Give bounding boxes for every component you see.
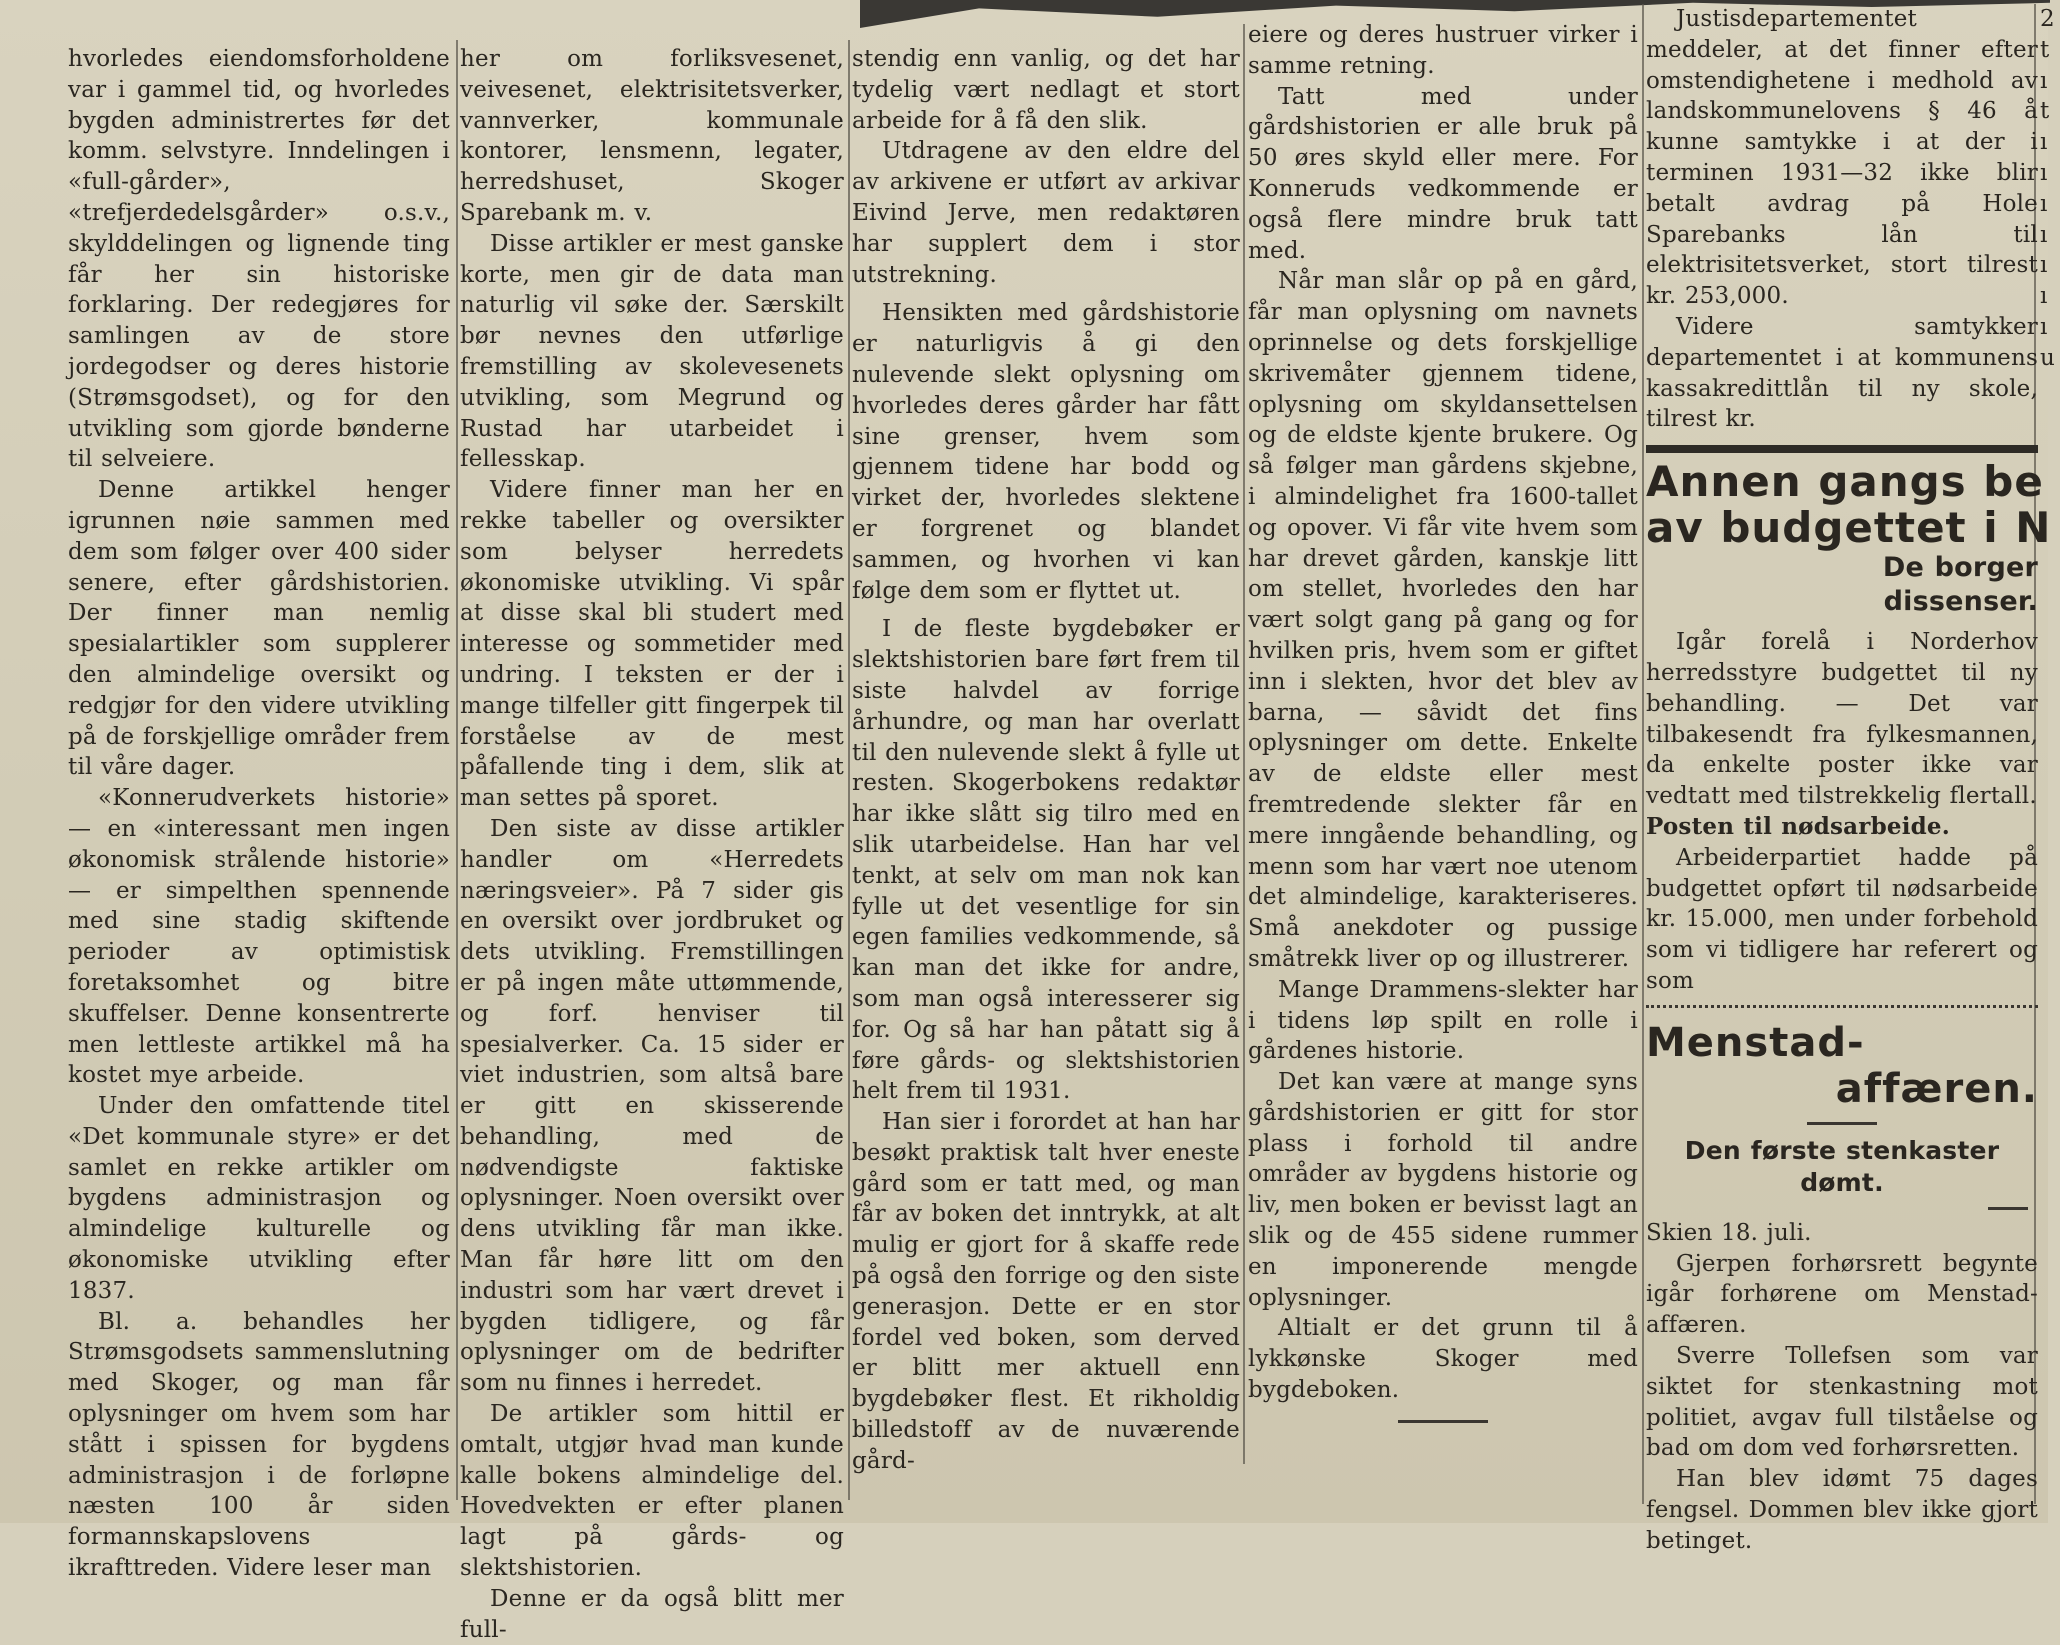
- column-5: [1646, 4, 2052, 1556]
- edge-glyph: t: [2040, 36, 2050, 63]
- headline-line: Annen gangs be: [1646, 457, 2044, 507]
- section-rule: [1646, 1005, 2038, 1012]
- paragraph: Denne artikkel henger igrunnen nøie sammen med dem som følger over 400 sider senere, efter gårdshistorien. Der finner man nemlig spesialartikler som supplerer den almindelige oversikt og redgjør for den videre utvikling på de forskjellige områder frem til våre dager.: [68, 477, 450, 781]
- paragraph: Videre samtykker departementet i at kommunens kassakredittlån til ny skole, tilrest kr.: [1646, 313, 2038, 433]
- column-rule: [1642, 4, 1644, 1504]
- edge-glyph: t: [2040, 98, 2050, 125]
- end-rule: [1398, 1420, 1488, 1423]
- edge-glyph: ı: [2040, 252, 2048, 279]
- paragraph: Under den omfattende titel «Det kommunale styre» er det samlet en rekke artikler om bygdens administrasjon og almindelige kulturelle og økonomiske utvikling efter 1837.: [68, 1093, 450, 1304]
- paragraph: eiere og deres hustruer virker i samme retning.: [1248, 22, 1638, 79]
- paragraph: Han blev idømt 75 dages fengsel. Dommen blev ikke gjort betinget.: [1646, 1466, 2038, 1554]
- short-rule: [1807, 1122, 1877, 1125]
- paragraph: Hensikten med gårdshistorie er naturligvis å gi den nulevende slekt oplysning om hvorledes deres gårder har fått sine grenser, hvem som gjennem tidene har bodd og virket der, hvorledes slektene er forgrenet og blandet sammen, og hvorhen vi kan følge dem som er flyttet ut.: [852, 300, 1240, 604]
- paragraph: Arbeiderpartiet hadde på budgettet opført til nødsarbeide kr. 15.000, men under forbehold som vi tidligere har referert og som: [1646, 844, 2038, 994]
- paragraph: Sverre Tollefsen som var siktet for stenkastning mot politiet, avgav full tilståelse og bad om dom ved forhørsretten.: [1646, 1342, 2038, 1462]
- section-title: Posten til nødsarbeide.: [1646, 812, 1950, 840]
- column-6-cutoff: [2040, 4, 2060, 374]
- column-rule: [1243, 24, 1245, 1464]
- edge-glyph: ı: [2040, 159, 2048, 186]
- paragraph: Denne er da også blitt mer full-: [460, 1585, 844, 1643]
- paragraph: hvorledes eiendomsforholdene var i gammel tid, og hvorledes bygden administrertes før det komm. selvstyre. Inndelingen i «full-gårder», «trefjerdedelsgårder» o.s.v., skylddelingen og lignende ting får her sin historiske forklaring. Der redegjøres for samlingen av de store jordegodser og deres historie (Strømsgodset), og for den utvikling som gjorde bønderne til selveiere.: [68, 46, 450, 473]
- edge-glyph: ı: [2040, 221, 2048, 248]
- subheadline-line: De borger: [1882, 552, 2038, 584]
- paragraph: her om forliksvesenet, veivesenet, elektrisitetsverker, vannverker, kommunale kontorer, lensmenn, legater, herredshuset, Skoger Sparebank m. v.: [460, 46, 844, 226]
- edge-glyph: 2: [2040, 6, 2055, 32]
- paragraph: Videre finner man her en rekke tabeller og oversikter som belyser herredets økonomiske utvikling. Vi spår at disse skal bli studert med interesse og sommetider med undring. I teksten er der i mange tilfeller gitt fingerpek til forståelse av de mest påfallende ting i dem, slik at man settes på sporet.: [460, 477, 844, 812]
- paragraph: Altialt er det grunn til å lykkønske Skoger med bygdeboken.: [1248, 1315, 1638, 1404]
- paragraph: Tatt med under gårdshistorien er alle bruk på 50 øres skyld eller mere. For Konneruds vedkommende er også flere mindre bruk tatt med.: [1248, 83, 1638, 264]
- column-3: [852, 44, 1240, 1477]
- paragraph: Den siste av disse artikler handler om «Herredets næringsveier». På 7 sider gis en oversikt over jordbruket og dets utvikling. Fremstillingen er på ingen måte uttømmende, og forf. henviser til spesialverker. Ca. 15 sider er viet industrien, som altså bare er gitt en skisserende behandling, med de nødvendigste faktiske oplysninger. Noen oversikt over dens utvikling får man ikke. Man får høre litt om den industri som har vært drevet i bygden tidligere, og får oplysninger om de bedrifter som nu finnes i herredet.: [460, 815, 844, 1397]
- paragraph: Det kan være at mange syns gårdshistorien er gitt for stor plass i forhold til andre områder av bygdens historie og liv, men boken er bevisst lagt an slik og de 455 sidene rummer en imponerende mengde oplysninger.: [1248, 1069, 1638, 1311]
- paragraph: «Konnerudverkets historie» — en «interessant men ingen økonomisk strålende historie» — er simpelthen spennende med sine stadig skiftende perioder av optimistisk foretaksomhet og bitre skuffelser. Denne konsentrerte men lettleste artikkel må ha kostet mye arbeide.: [68, 785, 450, 1089]
- subheadline-line: dissenser.: [1883, 586, 2038, 618]
- column-2: [460, 44, 844, 1645]
- column-rule: [456, 40, 458, 1500]
- edge-glyph: ı: [2040, 313, 2048, 340]
- paragraph: Når man slår op på en gård, får man oplysning om navnets oprinnelse og dets forskjellige skrivemåter gjennem tidene, oplysning om skyldansettelsen og de eldste kjente brukere. Og så følger man gårdens skjebne, i almindelighet fra 1600-tallet og opover. Vi får vite hvem som har drevet gården, kanskje litt om stellet, hvorledes den har vært solgt gang på gang og for hvilken pris, hvem som er giftet inn i slekten, hvor det blev av barna, — såvidt det fins oplysninger om dette. Enkelte av de eldste eller mest fremtredende slekter får en mere inngående behandling, og menn som har vært noe utenom det almindelige, karakteriseres. Små anekdoter og pussige småtrekk liver op og illustrerer.: [1248, 268, 1638, 972]
- paragraph: Justisdepartementet meddeler, at det finner efter omstendighetene i medhold av landskommunelovens § 46 å kunne samtykke i at der i terminen 1931—32 ikke blir betalt avdrag på Hole Sparebanks lån til elektrisitetsverket, stort tilrest kr. 253,000.: [1646, 6, 2038, 310]
- edge-glyph: ı: [2040, 190, 2048, 217]
- paragraph: stendig enn vanlig, og det har tydelig vært nedlagt et stort arbeide for å få den slik.: [852, 46, 1240, 134]
- headline-line: av budgettet i N: [1646, 503, 2052, 553]
- paragraph: Igår forelå i Norderhov herredsstyre budgettet til ny behandling. — Det var tilbakesendt fra fylkesmannen, da enkelte poster ikke var vedtatt med tilstrekkelig flertall.: [1646, 629, 2038, 810]
- dateline: Skien 18. juli.: [1646, 1219, 1812, 1246]
- paragraph: Disse artikler er mest ganske korte, men gir de data man naturlig vil søke der. Særskilt bør nevnes den utførlige fremstilling av skolevesenets utvikling, som Megrund og Rustad har utarbeidet i fellesskap.: [460, 230, 844, 473]
- paragraph: De artikler som hittil er omtalt, utgjør hvad man kunde kalle bokens almindelige del. Hovedvekten er efter planen lagt på gårds- og slektshistorien.: [460, 1401, 844, 1582]
- edge-glyph: ı: [2040, 67, 2048, 94]
- column-rule: [848, 40, 850, 1500]
- paragraph: Utdragene av den eldre del av arkivene er utført av arkivar Eivind Jerve, men redaktøren har supplert dem i stor utstrekning.: [852, 138, 1240, 288]
- paragraph: Bl. a. behandles her Strømsgodsets sammenslutning med Skoger, og man får oplysninger om hvem som har stått i spissen for bygdens administrasjon i de forløpne næsten 100 år siden formannskapslovens ikrafttreden. Videre leser man: [68, 1308, 450, 1582]
- column-1: [68, 44, 450, 1584]
- edge-glyph: ı: [2040, 129, 2048, 156]
- edge-glyph: ı: [2040, 283, 2048, 310]
- column-4: [1248, 20, 1638, 1433]
- subheadline: Den første stenkaster dømt.: [1684, 1135, 2000, 1197]
- edge-glyph: u: [2040, 344, 2056, 371]
- section-rule: [1646, 445, 2038, 453]
- paragraph: Han sier i forordet at han har besøkt praktisk talt hver eneste gård som er tatt med, og man får av boken det inntrykk, at alt mulig er gjort for å skaffe rede på også den forrige og den siste generasjon. Dette er en stor fordel ved boken, som derved er blitt mer aktuell enn bygdebøker flest. Et rikholdig billedstoff av de nuværende gård-: [852, 1109, 1240, 1474]
- paragraph: Mange Drammens-slekter har i tidens løp spilt en rolle i gårdenes historie.: [1248, 976, 1638, 1065]
- headline-line: Menstad-: [1646, 1019, 1865, 1066]
- paragraph: I de fleste bygdebøker er slektshistorien bare ført frem til siste halvdel av forrige århundre, og man har overlatt til den nulevende slekt å fylle ut resten. Skogerbokens redaktør har ikke slått sig tilro med en slik utarbeidelse. Han har vel tenkt, at selv om man nok kan fylle ut det vesentlige for sin egen families vedkommende, så kan man det ikke for andre, som man også interesserer sig for. Og så har han påtatt sig å føre gårds- og slektshistorien helt frem til 1931.: [852, 616, 1240, 1105]
- paragraph: Gjerpen forhørsrett begynte igår forhørene om Menstad-affæren.: [1646, 1250, 2038, 1339]
- headline-line: affæren.: [1835, 1065, 2038, 1112]
- short-rule: [1988, 1207, 2028, 1210]
